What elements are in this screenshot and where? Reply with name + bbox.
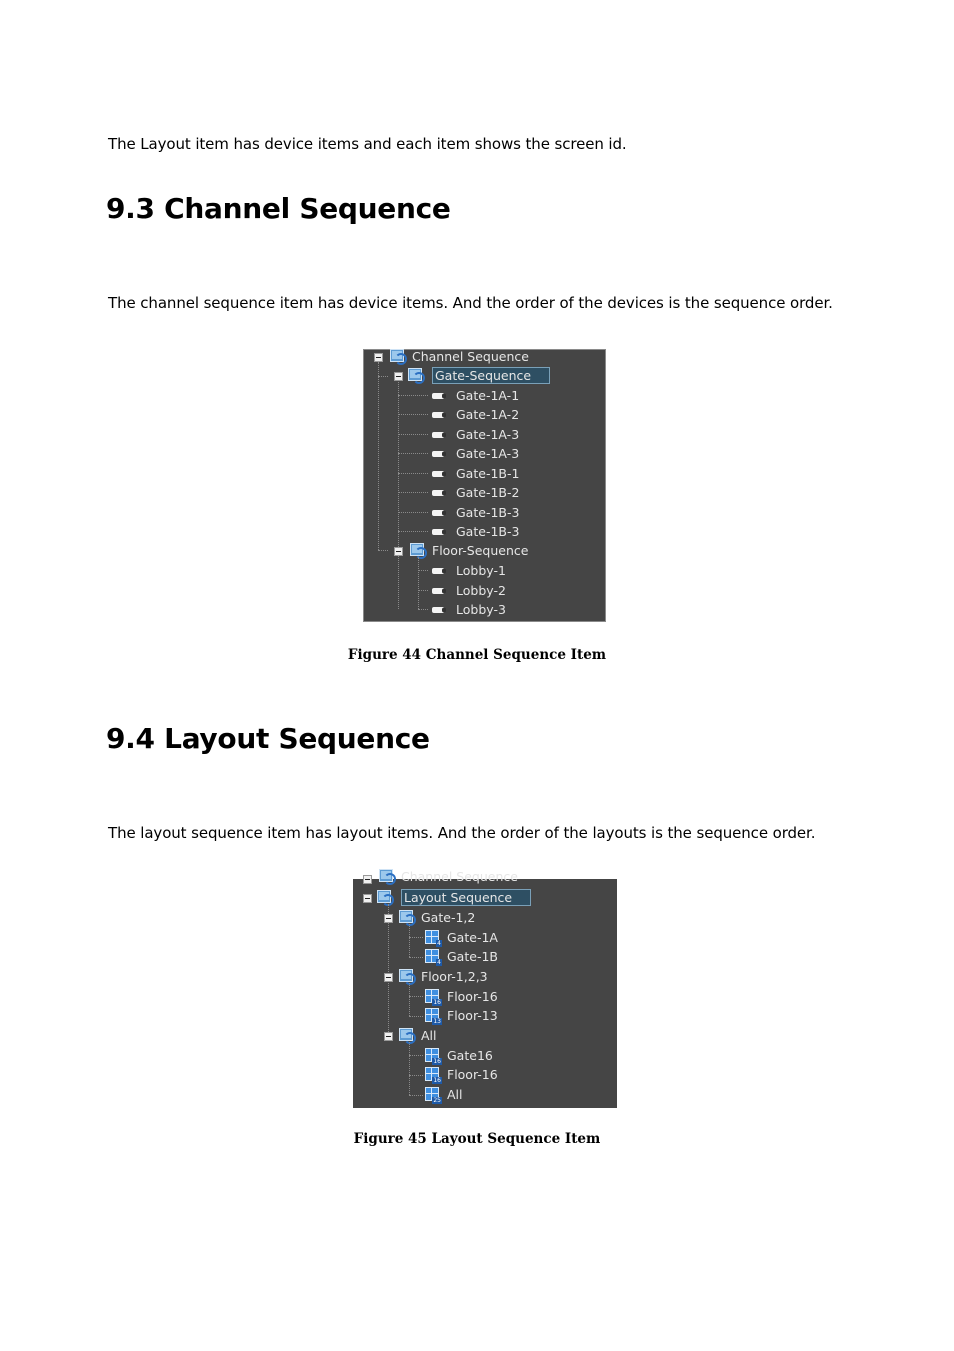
tree-item-camera[interactable]: Lobby-3	[432, 600, 506, 619]
tree-root-channel-sequence-partial[interactable]: Channel Sequence	[379, 867, 518, 886]
tree-group-floor-1-2-3[interactable]: Floor-1,2,3	[399, 967, 488, 986]
layout-grid-icon: 13	[425, 1008, 441, 1024]
tree-line	[378, 376, 388, 377]
tree-root-layout-sequence[interactable]: Layout Sequence	[377, 888, 531, 907]
tree-item-layout[interactable]: 13 Floor-13	[425, 1006, 498, 1025]
tree-item-camera[interactable]: Gate-1B-1	[432, 464, 519, 483]
channel-sequence-text: The channel sequence item has device items. And the order of the devices is the sequence order.	[108, 294, 833, 312]
tree-item-layout[interactable]: 16 Floor-16	[425, 987, 498, 1006]
tree-item-layout[interactable]: 4 Gate-1B	[425, 947, 498, 966]
figure-45-caption: Figure 45 Layout Sequence Item	[353, 1131, 601, 1147]
tree-group-all[interactable]: All	[399, 1026, 437, 1045]
collapse-toggle[interactable]	[363, 894, 372, 903]
sequence-icon	[410, 543, 428, 559]
collapse-toggle[interactable]	[384, 914, 393, 923]
tree-line	[398, 382, 399, 609]
tree-item-layout[interactable]: 25 All	[425, 1085, 463, 1104]
layout-sequence-text: The layout sequence item has layout items. And the order of the layouts is the sequence order.	[108, 824, 816, 842]
layout-grid-icon: 16	[425, 1067, 441, 1083]
camera-icon	[432, 528, 448, 536]
sequence-icon	[379, 869, 397, 885]
collapse-toggle[interactable]	[374, 353, 383, 362]
layout-grid-icon: 4	[425, 930, 441, 946]
tree-item-camera[interactable]: Gate-1A-3	[432, 444, 519, 463]
collapse-toggle[interactable]	[384, 973, 393, 982]
sequence-icon	[408, 368, 426, 384]
sequence-icon	[399, 910, 417, 926]
tree-item-layout[interactable]: 16 Floor-16	[425, 1065, 498, 1084]
camera-icon	[432, 450, 448, 458]
layout-grid-icon: 16	[425, 989, 441, 1005]
figure-44-caption: Figure 44 Channel Sequence Item	[347, 647, 607, 663]
sequence-icon	[399, 969, 417, 985]
tree-item-camera[interactable]: Gate-1B-3	[432, 503, 519, 522]
heading-layout-sequence: 9.4 Layout Sequence	[106, 722, 430, 755]
camera-icon	[432, 509, 448, 517]
camera-icon	[432, 489, 448, 497]
camera-icon	[432, 567, 448, 575]
tree-group-floor-sequence[interactable]: Floor-Sequence	[410, 541, 528, 560]
tree-item-camera[interactable]: Gate-1B-3	[432, 522, 519, 541]
tree-item-camera[interactable]: Lobby-1	[432, 561, 506, 580]
camera-icon	[432, 392, 448, 400]
camera-icon	[432, 606, 448, 614]
camera-icon	[432, 431, 448, 439]
collapse-toggle[interactable]	[394, 372, 403, 381]
tree-item-camera[interactable]: Gate-1A-2	[432, 405, 519, 424]
tree-group-gate-1-2[interactable]: Gate-1,2	[399, 908, 475, 927]
tree-line	[378, 362, 379, 550]
camera-icon	[432, 587, 448, 595]
collapse-toggle[interactable]	[384, 1032, 393, 1041]
layout-grid-icon: 4	[425, 949, 441, 965]
tree-root-channel-sequence[interactable]: Channel Sequence	[390, 347, 529, 366]
sequence-icon	[399, 1028, 417, 1044]
sequence-icon	[377, 890, 395, 906]
tree-item-camera[interactable]: Gate-1A-3	[432, 425, 519, 444]
heading-channel-sequence: 9.3 Channel Sequence	[106, 192, 451, 225]
collapse-toggle[interactable]	[363, 875, 372, 884]
channel-sequence-tree	[363, 349, 606, 622]
camera-icon	[432, 411, 448, 419]
tree-item-camera[interactable]: Gate-1B-2	[432, 483, 519, 502]
collapse-toggle[interactable]	[394, 547, 403, 556]
tree-item-camera[interactable]: Lobby-2	[432, 581, 506, 600]
layout-grid-icon: 16	[425, 1048, 441, 1064]
tree-group-gate-sequence[interactable]: Gate-Sequence	[408, 366, 550, 385]
tree-item-layout[interactable]: 4 Gate-1A	[425, 928, 498, 947]
tree-item-camera[interactable]: Gate-1A-1	[432, 386, 519, 405]
layout-grid-icon: 25	[425, 1087, 441, 1103]
tree-line	[378, 550, 388, 551]
camera-icon	[432, 470, 448, 478]
sequence-icon	[390, 349, 408, 365]
tree-item-layout[interactable]: 16 Gate16	[425, 1046, 493, 1065]
layout-intro-text: The Layout item has device items and each item shows the screen id.	[108, 135, 627, 153]
layout-sequence-tree	[353, 869, 617, 1108]
